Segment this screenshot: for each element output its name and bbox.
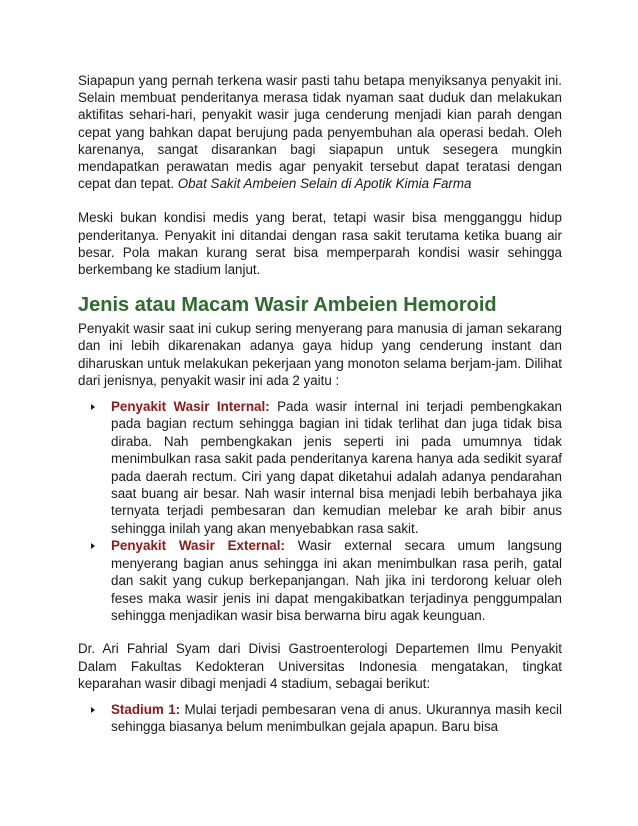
- stages-intro-paragraph: Dr. Ari Fahrial Syam dari Divisi Gastroenterologi Departemen Ilmu Penyakit Dalam Fakultas Kedokteran Universitas Indonesia mengatakan, tingkat keparahan wasir dibagi menjadi 4 stadium, sebagai berikut:: [78, 641, 562, 691]
- term-external: Penyakit Wasir External:: [111, 538, 285, 554]
- desc-external: Wasir external secara umum langsung menyerang bagian anus sehingga ini akan menimbulkan rasa perih, gatal dan sakit yang cukup berkepanjangan. Nah jika ini terdorong keluar oleh feses maka wasir jenis ini dapat mengakibatkan terjadinya penggumpalan sehingga menjadikan wasir bisa berwarna biru agak keunguan.: [111, 538, 562, 623]
- types-list: [78, 398, 562, 624]
- intro-italic-caption: Obat Sakit Ambeien Selain di Apotik Kimia Farma: [177, 176, 472, 192]
- bullet-arrow-icon: [91, 404, 95, 410]
- list-item-stage-1: [78, 701, 562, 736]
- list-item-external: [78, 537, 562, 624]
- term-internal: Penyakit Wasir Internal:: [111, 399, 270, 415]
- desc-internal: Pada wasir internal ini terjadi pembengkakan pada bagian rectum sehingga bagian ini tidak terlihat dan juga tidak bisa diraba. Nah pembengkakan jenis seperti ini pada umumnya tidak menimbulkan rasa sakit pada penderitanya karena hanya ada sedikit syaraf pada daerah rectum. Ciri yang dapat diketahui adalah adanya pendarahan saat buang air besar. Nah wasir internal bisa menjadi lebih berbahaya jika ternyata terjadi pembesaran dan kemudian melebar ke arah bibir anus sehingga inilah yang akan menyebabkan rasa sakit.: [111, 399, 563, 536]
- list-item-internal: [78, 398, 562, 537]
- stages-list: [78, 701, 562, 736]
- document-page: [78, 72, 562, 736]
- bullet-arrow-icon: [91, 543, 95, 549]
- bullet-arrow-icon: [91, 707, 95, 713]
- symptoms-paragraph: Meski bukan kondisi medis yang berat, tetapi wasir bisa mengganggu hidup penderitanya. Penyakit ini ditandai dengan rasa sakit terutama ketika buang air besar. Pola makan kurang serat bisa memperparah kondisi wasir sehingga berkembang ke stadium lanjut.: [78, 210, 562, 278]
- desc-stage-1: Mulai terjadi pembesaran vena di anus. Ukurannya masih kecil sehingga biasanya belum menimbulkan gejala apapun. Baru bisa: [111, 701, 563, 735]
- types-intro-paragraph: Penyakit wasir saat ini cukup sering menyerang para manusia di jaman sekarang dan ini lebih dikarenakan adanya gaya hidup yang cenderung instant dan diharuskan untuk melakukan pekerjaan yang monoton selama berjam-jam. Dilihat dari jenisnya, penyakit wasir ini ada 2 yaitu :: [78, 321, 562, 388]
- intro-paragraph: [78, 72, 562, 192]
- term-stage-1: Stadium 1:: [111, 701, 181, 717]
- section-heading: Jenis atau Macam Wasir Ambeien Hemoroid: [78, 294, 497, 317]
- intro-text: Siapapun yang pernah terkena wasir pasti tahu betapa menyiksanya penyakit ini. Selain membuat penderitanya merasa tidak nyaman saat duduk dan melakukan aktifitas sehari-hari, penyakit wasir juga cenderung menjadi kian parah dengan cepat yang bahkan dapat berujung pada penyembuhan ala operasi bedah. Oleh karenanya, sangat disarankan bagi siapapun untuk sesegera mungkin mendapatkan perawatan medis agar penyakit tersebut dapat teratasi dengan cepat dan tepat.: [78, 73, 562, 192]
